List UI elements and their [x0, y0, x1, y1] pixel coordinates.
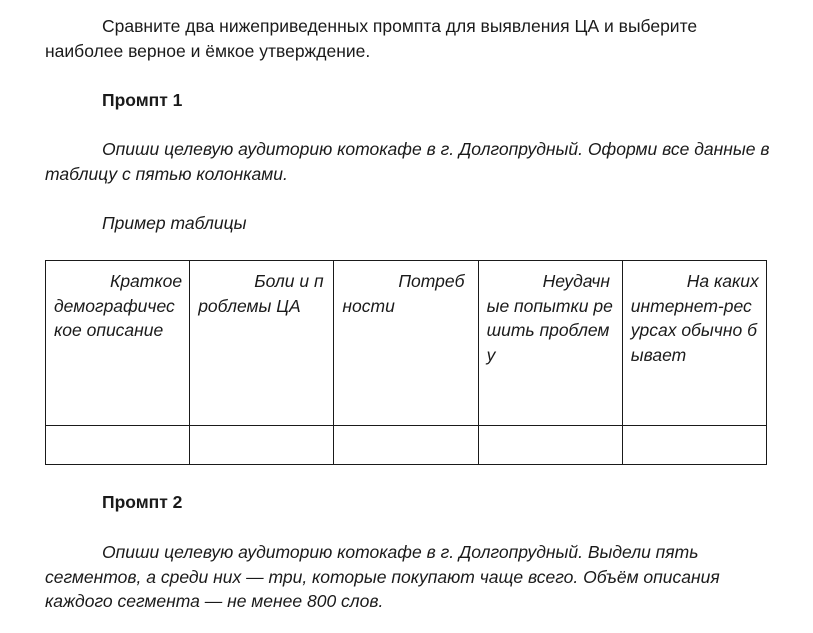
prompt-2-heading: Промпт 2: [102, 492, 183, 512]
table-cell-empty: [622, 426, 766, 465]
example-table-label: Пример таблицы: [102, 213, 247, 233]
table-header-failed-attempts: Неудачные попытки решить проблему: [478, 261, 622, 426]
table-cell-empty: [190, 426, 334, 465]
table-header-needs: Потребности: [334, 261, 478, 426]
table-cell-empty: [334, 426, 478, 465]
table-header-pains: Боли и проблемы ЦА: [190, 261, 334, 426]
prompt-1-text: Опиши целевую аудиторию котокафе в г. Долгопрудный. Оформи все данные в таблицу с пятью колонками.: [45, 139, 770, 184]
prompt-2-text: Опиши целевую аудиторию котокафе в г. Долгопрудный. Выдели пять сегментов, а среди них — три, которые покупают чаще всего. Объём описания каждого сегмента — не менее 800 слов.: [45, 542, 720, 611]
instruction-text: Сравните два нижеприведенных промпта для выявления ЦА и выберите наиболее верное и ёмкое утверждение.: [45, 16, 698, 61]
example-table: [45, 260, 767, 465]
prompt-1-heading: Промпт 1: [102, 90, 183, 110]
table-header-demographics: Краткое демографическое описание: [46, 261, 190, 426]
table-header-internet-resources: На каких интернет-ресурсах обычно бывает: [622, 261, 766, 426]
table-empty-row: [46, 426, 767, 465]
table-header-row: [46, 261, 767, 426]
table-cell-empty: [478, 426, 622, 465]
table-cell-empty: [46, 426, 190, 465]
